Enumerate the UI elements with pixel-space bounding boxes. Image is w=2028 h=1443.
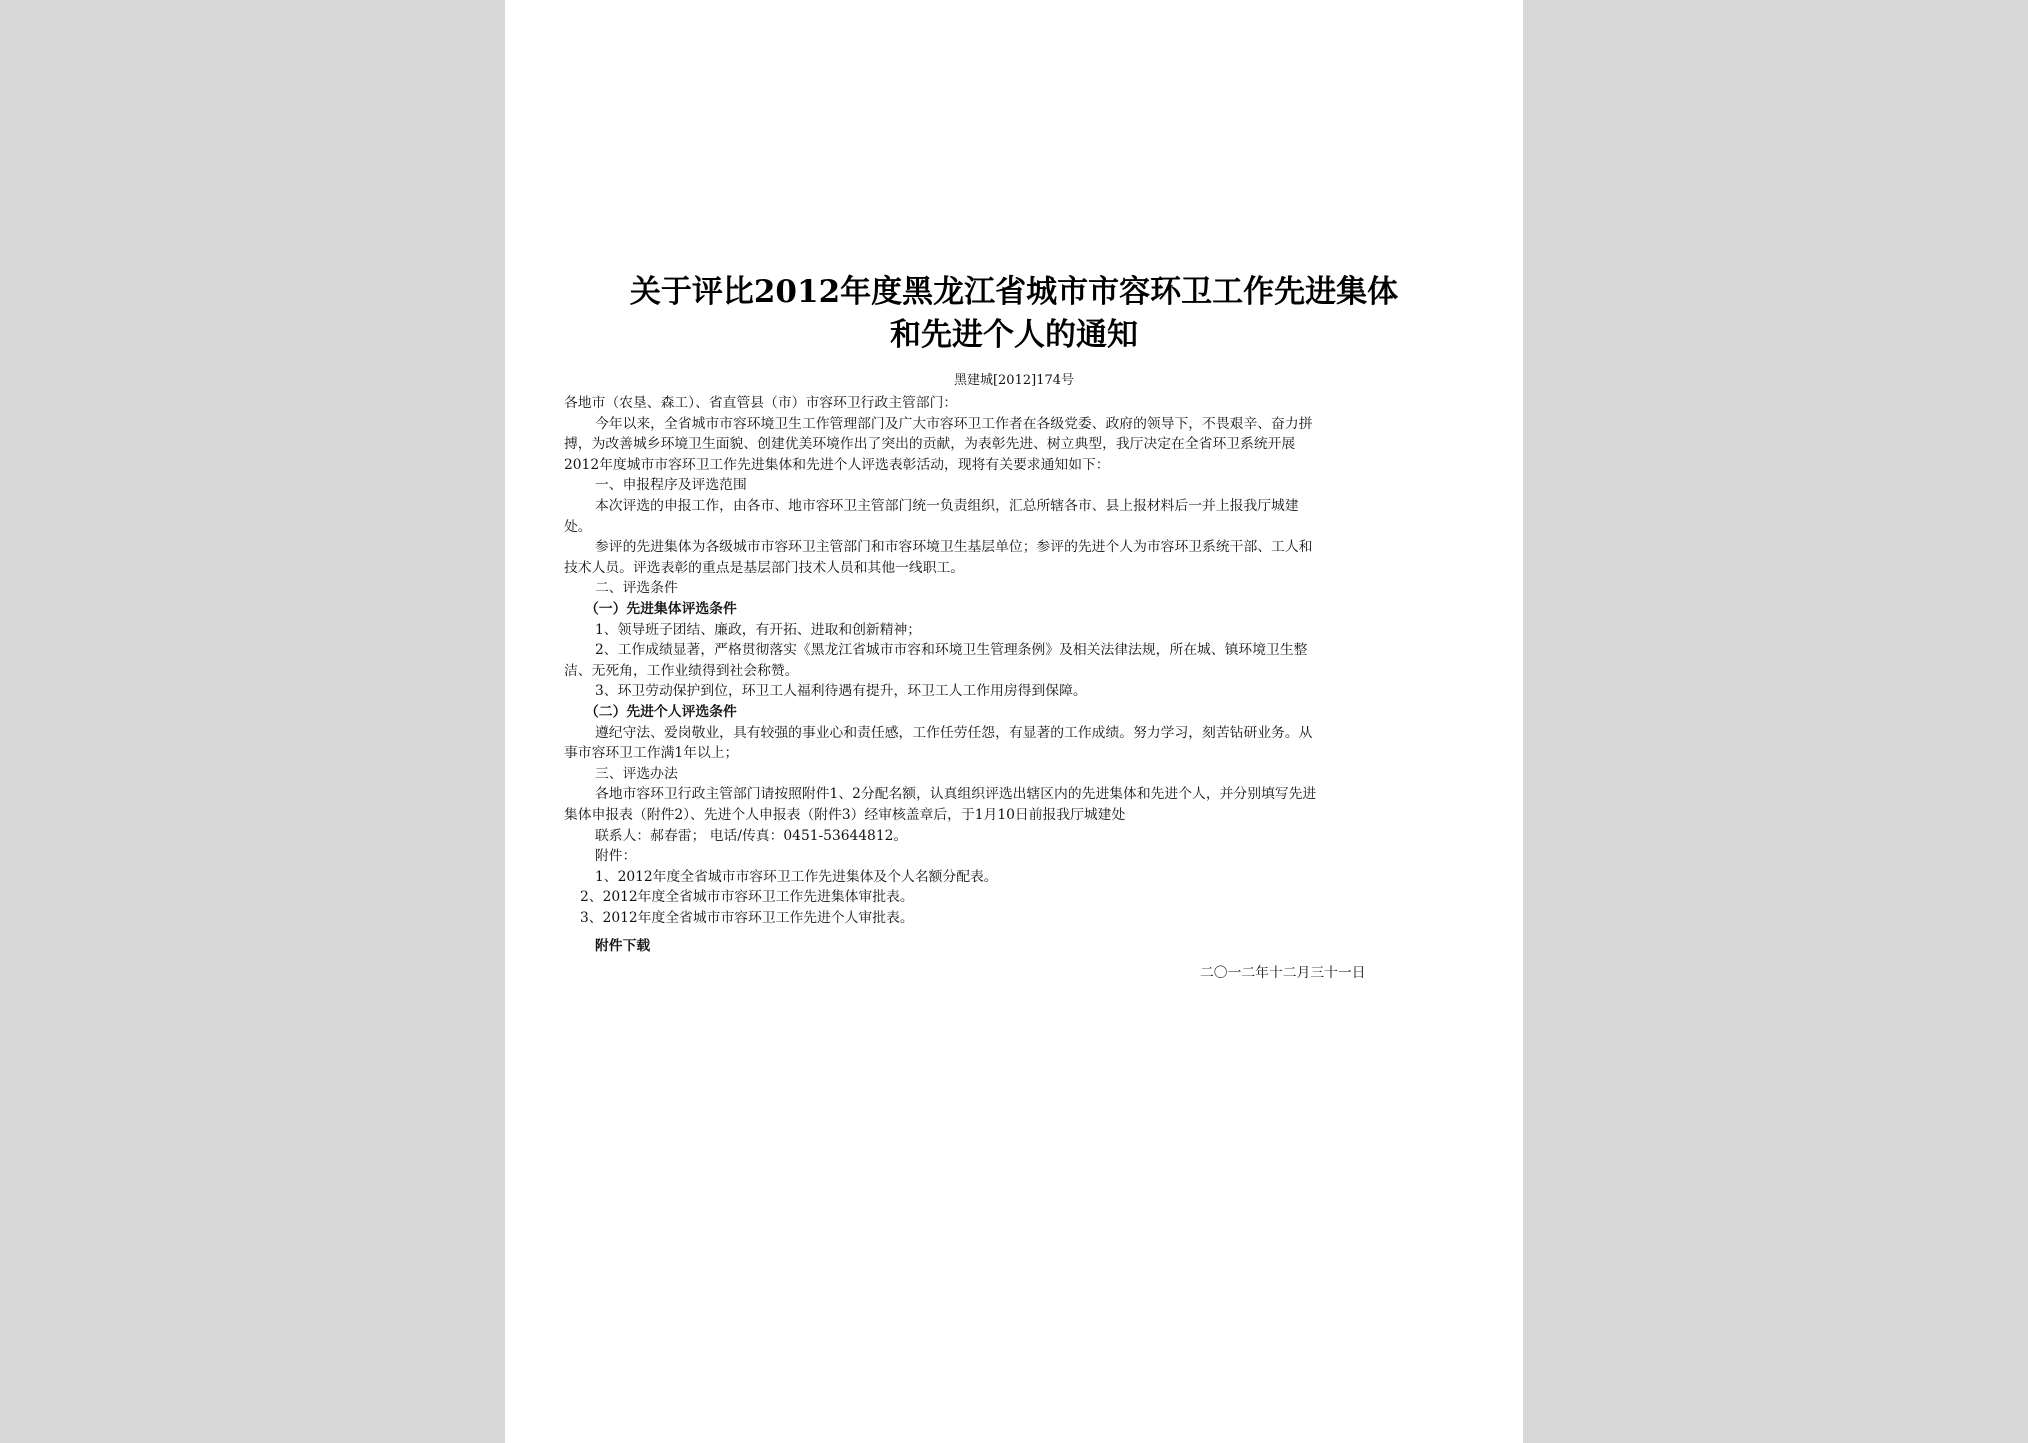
paragraph-line: 洁、无死角，工作业绩得到社会称赞。 xyxy=(564,663,799,679)
subsection-heading: （一）先进集体评选条件 xyxy=(585,601,737,617)
paragraph-line: 技术人员。评选表彰的重点是基层部门技术人员和其他一线职工。 xyxy=(564,560,965,576)
paragraph-line: 遵纪守法、爱岗敬业，具有较强的事业心和责任感，工作任劳任怨，有显著的工作成绩。努力学习，刻苦钻研业务。从 xyxy=(595,725,1313,741)
attachment-item: 3、2012年度全省城市市容环卫工作先进个人审批表。 xyxy=(580,910,914,926)
paragraph-line: 处。 xyxy=(564,519,592,535)
paragraph-line: 1、领导班子团结、廉政，有开拓、进取和创新精神； xyxy=(595,622,922,638)
paragraph-line: 各地市容环卫行政主管部门请按照附件1、2分配名额，认真组织评选出辖区内的先进集体和先进个人，并分别填写先进 xyxy=(595,786,1317,802)
contact-line: 联系人：郝春雷； 电话/传真：0451-53644812。 xyxy=(595,828,908,844)
paragraph-line: 参评的先进集体为各级城市市容环卫主管部门和市容环境卫生基层单位；参评的先进个人为市容环卫系统干部、工人和 xyxy=(595,539,1313,555)
paragraph-line: 本次评选的申报工作，由各市、地市容环卫主管部门统一负责组织，汇总所辖各市、县上报材料后一并上报我厅城建 xyxy=(595,498,1299,514)
document-title-line-2: 和先进个人的通知 xyxy=(890,317,1138,353)
document-date: 二〇一二年十二月三十一日 xyxy=(1200,965,1366,981)
paragraph-line: 2012年度城市市容环卫工作先进集体和先进个人评选表彰活动，现将有关要求通知如下： xyxy=(564,457,1110,473)
paragraph-line: 搏，为改善城乡环境卫生面貌、创建优美环境作出了突出的贡献，为表彰先进、树立典型，我厅决定在全省环卫系统开展 xyxy=(564,436,1296,452)
paragraph-line: 事市容环卫工作满1年以上； xyxy=(564,745,739,761)
section-heading: 一、申报程序及评选范围 xyxy=(595,477,747,493)
document-title-line-1: 关于评比2012年度黑龙江省城市市容环卫工作先进集体 xyxy=(629,274,1399,310)
document-page xyxy=(505,0,1523,1443)
attachment-item: 1、2012年度全省城市市容环卫工作先进集体及个人名额分配表。 xyxy=(595,869,998,885)
paragraph-line: 集体申报表（附件2）、先进个人申报表（附件3）经审核盖章后，于1月10日前报我厅城建处 xyxy=(564,807,1126,823)
paragraph-line: 今年以来，全省城市市容环境卫生工作管理部门及广大市容环卫工作者在各级党委、政府的领导下，不畏艰辛、奋力拼 xyxy=(595,416,1313,432)
attachment-download-link[interactable]: 附件下载 xyxy=(595,938,651,954)
subsection-heading: （二）先进个人评选条件 xyxy=(585,704,737,720)
attachment-item: 2、2012年度全省城市市容环卫工作先进集体审批表。 xyxy=(580,889,914,905)
document-number: 黑建城[2012]174号 xyxy=(953,373,1075,388)
paragraph-line: 3、环卫劳动保护到位，环卫工人福利待遇有提升，环卫工人工作用房得到保障。 xyxy=(595,683,1087,699)
addressee: 各地市（农垦、森工）、省直管县（市）市容环卫行政主管部门： xyxy=(564,395,958,411)
section-heading: 二、评选条件 xyxy=(595,580,678,596)
paragraph-line: 2、工作成绩显著，严格贯彻落实《黑龙江省城市市容和环境卫生管理条例》及相关法律法规，所在城、镇环境卫生整 xyxy=(595,642,1308,658)
section-heading: 三、评选办法 xyxy=(595,766,678,782)
attachments-heading: 附件： xyxy=(595,848,637,864)
